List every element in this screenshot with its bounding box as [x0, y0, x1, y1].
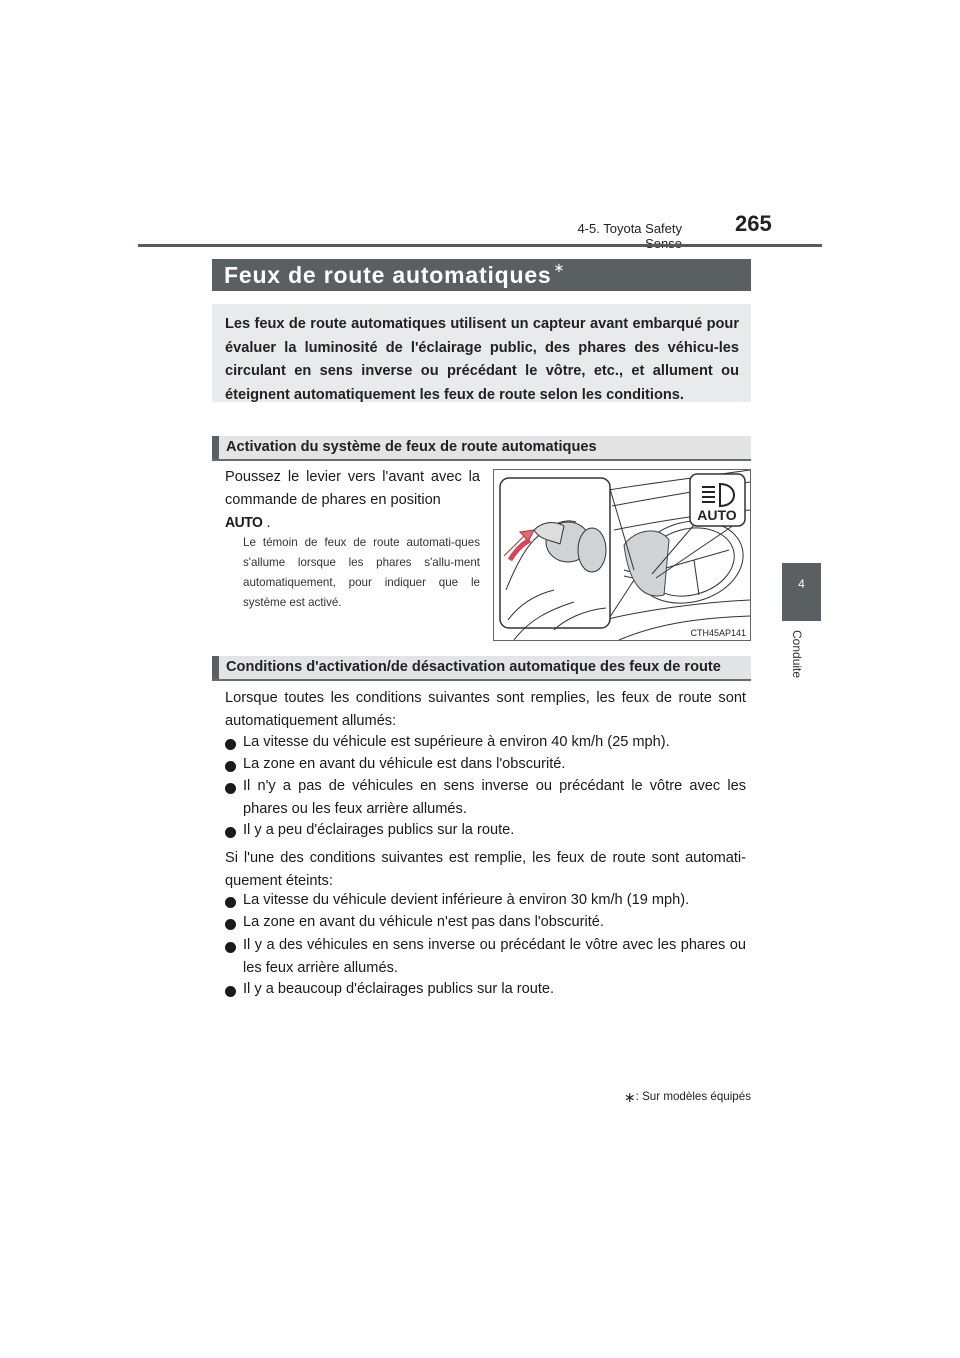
list-item: La zone en avant du véhicule est dans l'obscurité. — [225, 753, 746, 776]
chapter-label — [790, 630, 810, 700]
activation-heading — [212, 436, 751, 461]
chapter-number: 4 — [798, 577, 805, 591]
intro-text: Les feux de route automatiques utilisent un capteur avant embarqué pour évaluer la luminosité de l'éclairage public, des phares des véhicu-les circulant en sens inverse ou précédant le vôtre, etc., et allument ou éteignent automatiquement les feux de route selon les conditions. — [225, 316, 739, 403]
bullet-icon — [225, 942, 236, 953]
indicator-note: Le témoin de feux de route automati-ques s'allume lorsque les phares s'allu-ment automatiquement, pour indiquer que le système est activé. — [243, 536, 480, 609]
list-item: Il y a beaucoup d'éclairages publics sur la route. — [225, 978, 746, 1001]
conditions-heading — [212, 656, 751, 681]
bullet-icon — [225, 761, 236, 772]
chapter-tab — [782, 563, 821, 621]
footnote-asterisk: ∗ — [623, 1089, 636, 1105]
chapter-label-text: Conduite — [790, 630, 804, 679]
list-item: La vitesse du véhicule est supérieure à environ 40 km/h (25 mph). — [225, 731, 746, 754]
headlight-lever-illustration — [493, 469, 751, 641]
bullet-icon — [225, 827, 236, 838]
conditions-heading-text: Conditions d'activation/de désactivation automatique des feux de route — [226, 659, 721, 675]
bullet-icon — [225, 919, 236, 930]
title-asterisk: ∗ — [553, 260, 566, 275]
footnote-text: : Sur modèles équipés — [635, 1090, 751, 1103]
heading-accent — [212, 436, 219, 459]
heading-accent — [212, 656, 219, 679]
list-item: La vitesse du véhicule devient inférieure à environ 30 km/h (19 mph). — [225, 889, 746, 912]
on-conditions-intro: Lorsque toutes les conditions suivantes sont remplies, les feux de route sont automatiquement allumés: — [225, 690, 746, 729]
page-title — [224, 262, 565, 289]
activation-instruction-text: Poussez le levier vers l'avant avec la commande de phares en position — [225, 469, 480, 508]
bullet-icon — [225, 897, 236, 908]
activation-instruction — [225, 466, 480, 535]
list-item: Il y a des véhicules en sens inverse ou précédant le vôtre avec les phares ou les feux arrière allumés. — [225, 934, 746, 979]
list-item: La zone en avant du véhicule n'est pas dans l'obscurité. — [225, 911, 746, 934]
auto-switch-symbol: AUTO — [225, 513, 263, 531]
page-number: 265 — [735, 211, 772, 236]
list-item: Il y a peu d'éclairages publics sur la route. — [225, 819, 746, 842]
figure-auto-label: AUTO — [697, 507, 737, 523]
page-title-text: Feux de route automatiques — [224, 262, 552, 288]
illustration-drawing — [494, 470, 750, 640]
figure-code: CTH45AP141 — [690, 628, 746, 638]
bullet-icon — [225, 986, 236, 997]
list-item: Il n'y a pas de véhicules en sens inverse ou précédant le vôtre avec les phares ou les feux arrière allumés. — [225, 775, 746, 820]
footnote — [560, 1087, 751, 1104]
off-conditions-intro: Si l'une des conditions suivantes est remplie, les feux de route sont automati-quement éteints: — [225, 850, 746, 889]
instruction-period: . — [266, 515, 271, 531]
header-rule — [138, 244, 822, 247]
section-label: 4-5. Toyota Safety — [577, 221, 682, 236]
bullet-icon — [225, 783, 236, 794]
activation-heading-text: Activation du système de feux de route automatiques — [226, 439, 597, 455]
bullet-icon — [225, 739, 236, 750]
